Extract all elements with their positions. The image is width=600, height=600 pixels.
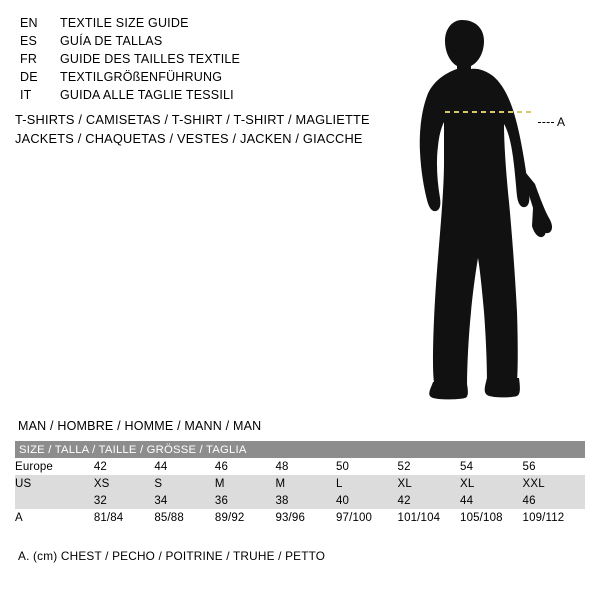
row-label: US (15, 475, 94, 492)
cell: M (215, 475, 276, 492)
language-row (20, 52, 420, 70)
cell: 52 (398, 458, 461, 475)
cell: 48 (275, 458, 336, 475)
language-code: IT (20, 88, 32, 102)
table-row (15, 458, 585, 475)
cell: 81/84 (94, 509, 155, 526)
cell: 56 (523, 458, 585, 475)
language-row (20, 34, 420, 52)
language-code: ES (20, 34, 38, 48)
cell: 93/96 (275, 509, 336, 526)
cell: 42 (94, 458, 155, 475)
table-header-label: SIZE / TALLA / TAILLE / GRÖSSE / TAGLIA (19, 443, 247, 456)
male-body-silhouette-icon (405, 12, 590, 402)
cell: 40 (336, 492, 398, 509)
table-header-row (15, 441, 585, 458)
cell: 46 (523, 492, 585, 509)
cell: XXL (523, 475, 585, 492)
cell: M (275, 475, 336, 492)
garment-category-block (15, 110, 435, 148)
size-table (15, 441, 585, 526)
cell: 105/108 (460, 509, 523, 526)
row-label: A (15, 509, 94, 526)
cell: 42 (398, 492, 461, 509)
cell: 44 (154, 458, 215, 475)
language-code: DE (20, 70, 38, 84)
cell: 89/92 (215, 509, 276, 526)
language-code: EN (20, 16, 38, 30)
cell: 85/88 (154, 509, 215, 526)
cell: 34 (154, 492, 215, 509)
row-label: Europe (15, 458, 94, 475)
cell: 46 (215, 458, 276, 475)
language-header-block (20, 16, 420, 106)
table-footnote: A. (cm) CHEST / PECHO / POITRINE / TRUHE / PETTO (18, 549, 326, 563)
cell: S (154, 475, 215, 492)
measure-marker-label: A (557, 115, 566, 129)
language-title: GUÍA DE TALLAS (60, 34, 163, 48)
language-title: TEXTILE SIZE GUIDE (60, 16, 189, 30)
garment-line-jackets: JACKETS / CHAQUETAS / VESTES / JACKEN / GIACCHE (15, 131, 363, 146)
language-row (20, 88, 420, 106)
row-label (15, 492, 94, 509)
cell: 97/100 (336, 509, 398, 526)
language-title: GUIDE DES TAILLES TEXTILE (60, 52, 241, 66)
cell: 36 (215, 492, 276, 509)
table-row (15, 509, 585, 526)
language-code: FR (20, 52, 38, 66)
cell: 32 (94, 492, 155, 509)
cell: 50 (336, 458, 398, 475)
table-row (15, 475, 585, 492)
table-group-title: MAN / HOMBRE / HOMME / MANN / MAN (18, 419, 262, 433)
garment-line-tshirts: T-SHIRTS / CAMISETAS / T-SHIRT / T-SHIRT / MAGLIETTE (15, 112, 370, 127)
cell: 54 (460, 458, 523, 475)
cell: 44 (460, 492, 523, 509)
cell: L (336, 475, 398, 492)
figure-illustration (405, 12, 590, 402)
language-title: GUIDA ALLE TAGLIE TESSILI (60, 88, 234, 102)
cell: 38 (275, 492, 336, 509)
language-title: TEXTILGRÖßENFÜHRUNG (60, 70, 223, 84)
cell: XL (460, 475, 523, 492)
cell: XL (398, 475, 461, 492)
marker-leader-icon (538, 122, 554, 123)
language-row (20, 70, 420, 88)
table-row (15, 492, 585, 509)
cell: XS (94, 475, 155, 492)
cell: 109/112 (523, 509, 585, 526)
language-row (20, 16, 420, 34)
cell: 101/104 (398, 509, 461, 526)
